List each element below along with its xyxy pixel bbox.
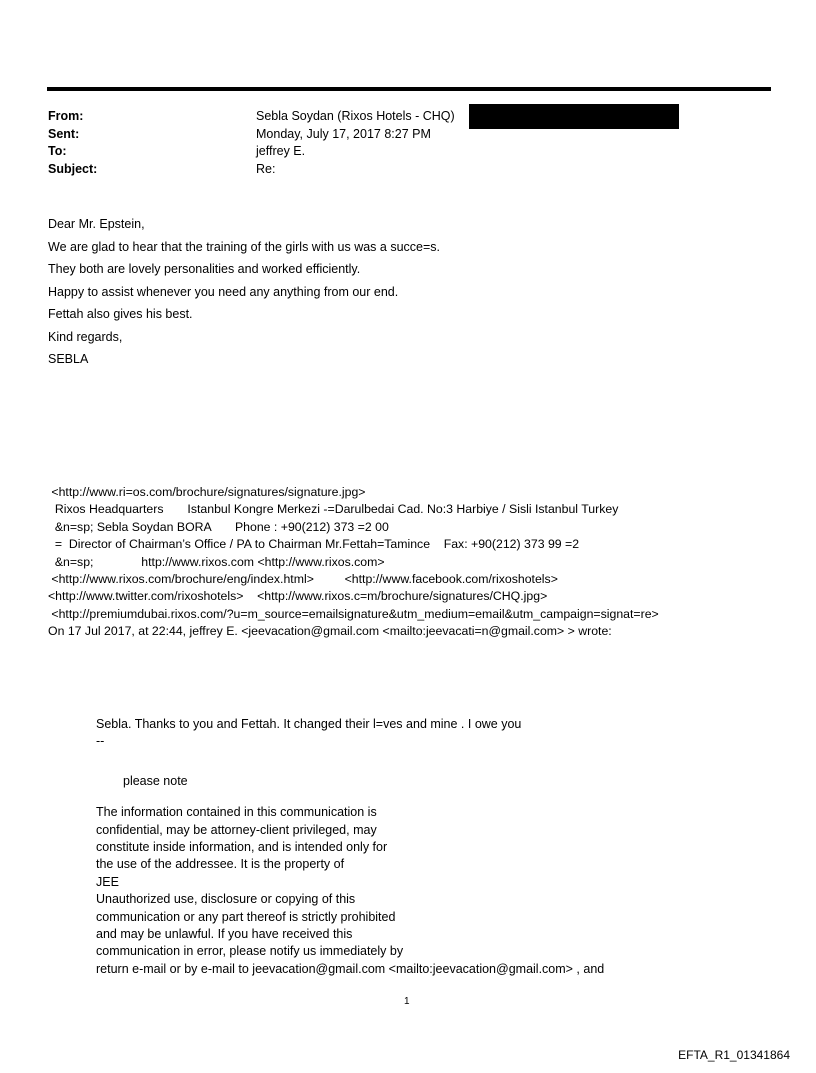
- body-paragraph: Fettah also gives his best.: [48, 307, 193, 321]
- quoted-text: Sebla. Thanks to you and Fettah. It changed their l=ves and mine . I owe you: [96, 717, 522, 731]
- redaction-box: [469, 104, 679, 129]
- signature-line: &n=sp; http://www.rixos.com <http://www.rixos.com>: [48, 554, 385, 569]
- body-paragraph: Happy to assist whenever you need any anything from our end.: [48, 284, 399, 299]
- disclaimer-line: and may be unlawful. If you have received this: [96, 926, 353, 941]
- subject-value: Re:: [256, 161, 276, 176]
- from-label: From:: [48, 109, 84, 123]
- to-value: jeffrey E.: [256, 144, 306, 158]
- signature-line: <http://www.rixos.com/brochure/eng/index.html> <http://www.facebook.com/rixoshotels>: [48, 571, 558, 586]
- sender-name: SEBLA: [48, 352, 89, 366]
- spacer: [96, 751, 776, 773]
- disclaimer-line: communication or any part thereof is strictly prohibited: [96, 909, 396, 924]
- greeting: Dear Mr. Epstein,: [48, 217, 145, 231]
- signature-line: &n=sp; Sebla Soydan BORA Phone : +90(212) 373 =2 00: [48, 519, 389, 534]
- from-value: Sebla Soydan (Rixos Hotels - CHQ): [256, 109, 455, 123]
- signature-line: <http://premiumdubai.rixos.com/?u=m_source=emailsignature&utm_medium=email&utm_campaign=signat=re>: [48, 606, 659, 621]
- disclaimer-line: The information contained in this communication is: [96, 805, 377, 820]
- disclaimer-line: return e-mail or by e-mail to jeevacation@gmail.com <mailto:jeevacation@gmail.com> , and: [96, 961, 605, 976]
- sent-value: Monday, July 17, 2017 8:27 PM: [256, 126, 431, 141]
- subject-label: Subject:: [48, 161, 98, 176]
- signature-line: <http://www.ri=os.com/brochure/signatures/signature.jpg>: [48, 485, 366, 499]
- header-rule: [47, 87, 771, 91]
- disclaimer-line: communication in error, please notify us immediately by: [96, 944, 404, 959]
- email-signature: [48, 484, 788, 641]
- body-paragraph: We are glad to hear that the training of the girls with us was a succe=s.: [48, 239, 440, 254]
- quote-attribution: On 17 Jul 2017, at 22:44, jeffrey E. <jeevacation@gmail.com <mailto:jeevacati=n@gmail.com> > wrote:: [48, 624, 612, 639]
- quoted-message: [96, 716, 776, 978]
- please-note: please note: [123, 773, 188, 788]
- to-label: To:: [48, 144, 67, 158]
- spacer: [96, 790, 776, 804]
- body-paragraph: They both are lovely personalities and worked efficiently.: [48, 262, 361, 276]
- sent-label: Sent:: [48, 126, 80, 141]
- email-body: [48, 216, 768, 374]
- disclaimer-line: JEE: [96, 874, 119, 889]
- signature-line: = Director of Chairman’s Office / PA to Chairman Mr.Fettah=Tamince Fax: +90(212) 373 99 =2: [48, 537, 580, 552]
- signature-line: <http://www.twitter.com/rixoshotels> <http://www.rixos.c=m/brochure/signatures/CHQ.jpg>: [48, 589, 548, 604]
- quoted-separator: --: [96, 734, 105, 749]
- bates-number: EFTA_R1_01341864: [678, 1048, 790, 1062]
- disclaimer-line: Unauthorized use, disclosure or copying of this: [96, 892, 356, 907]
- disclaimer-line: the use of the addressee. It is the property of: [96, 857, 345, 872]
- closing: Kind regards,: [48, 329, 123, 344]
- disclaimer-line: constitute inside information, and is intended only for: [96, 839, 388, 854]
- signature-line: Rixos Headquarters Istanbul Kongre Merkezi -=Darulbedai Cad. No:3 Harbiye / Sisli Istanbul Turkey: [48, 502, 619, 517]
- page-number: 1: [404, 996, 410, 1007]
- disclaimer-line: confidential, may be attorney-client privileged, may: [96, 822, 377, 837]
